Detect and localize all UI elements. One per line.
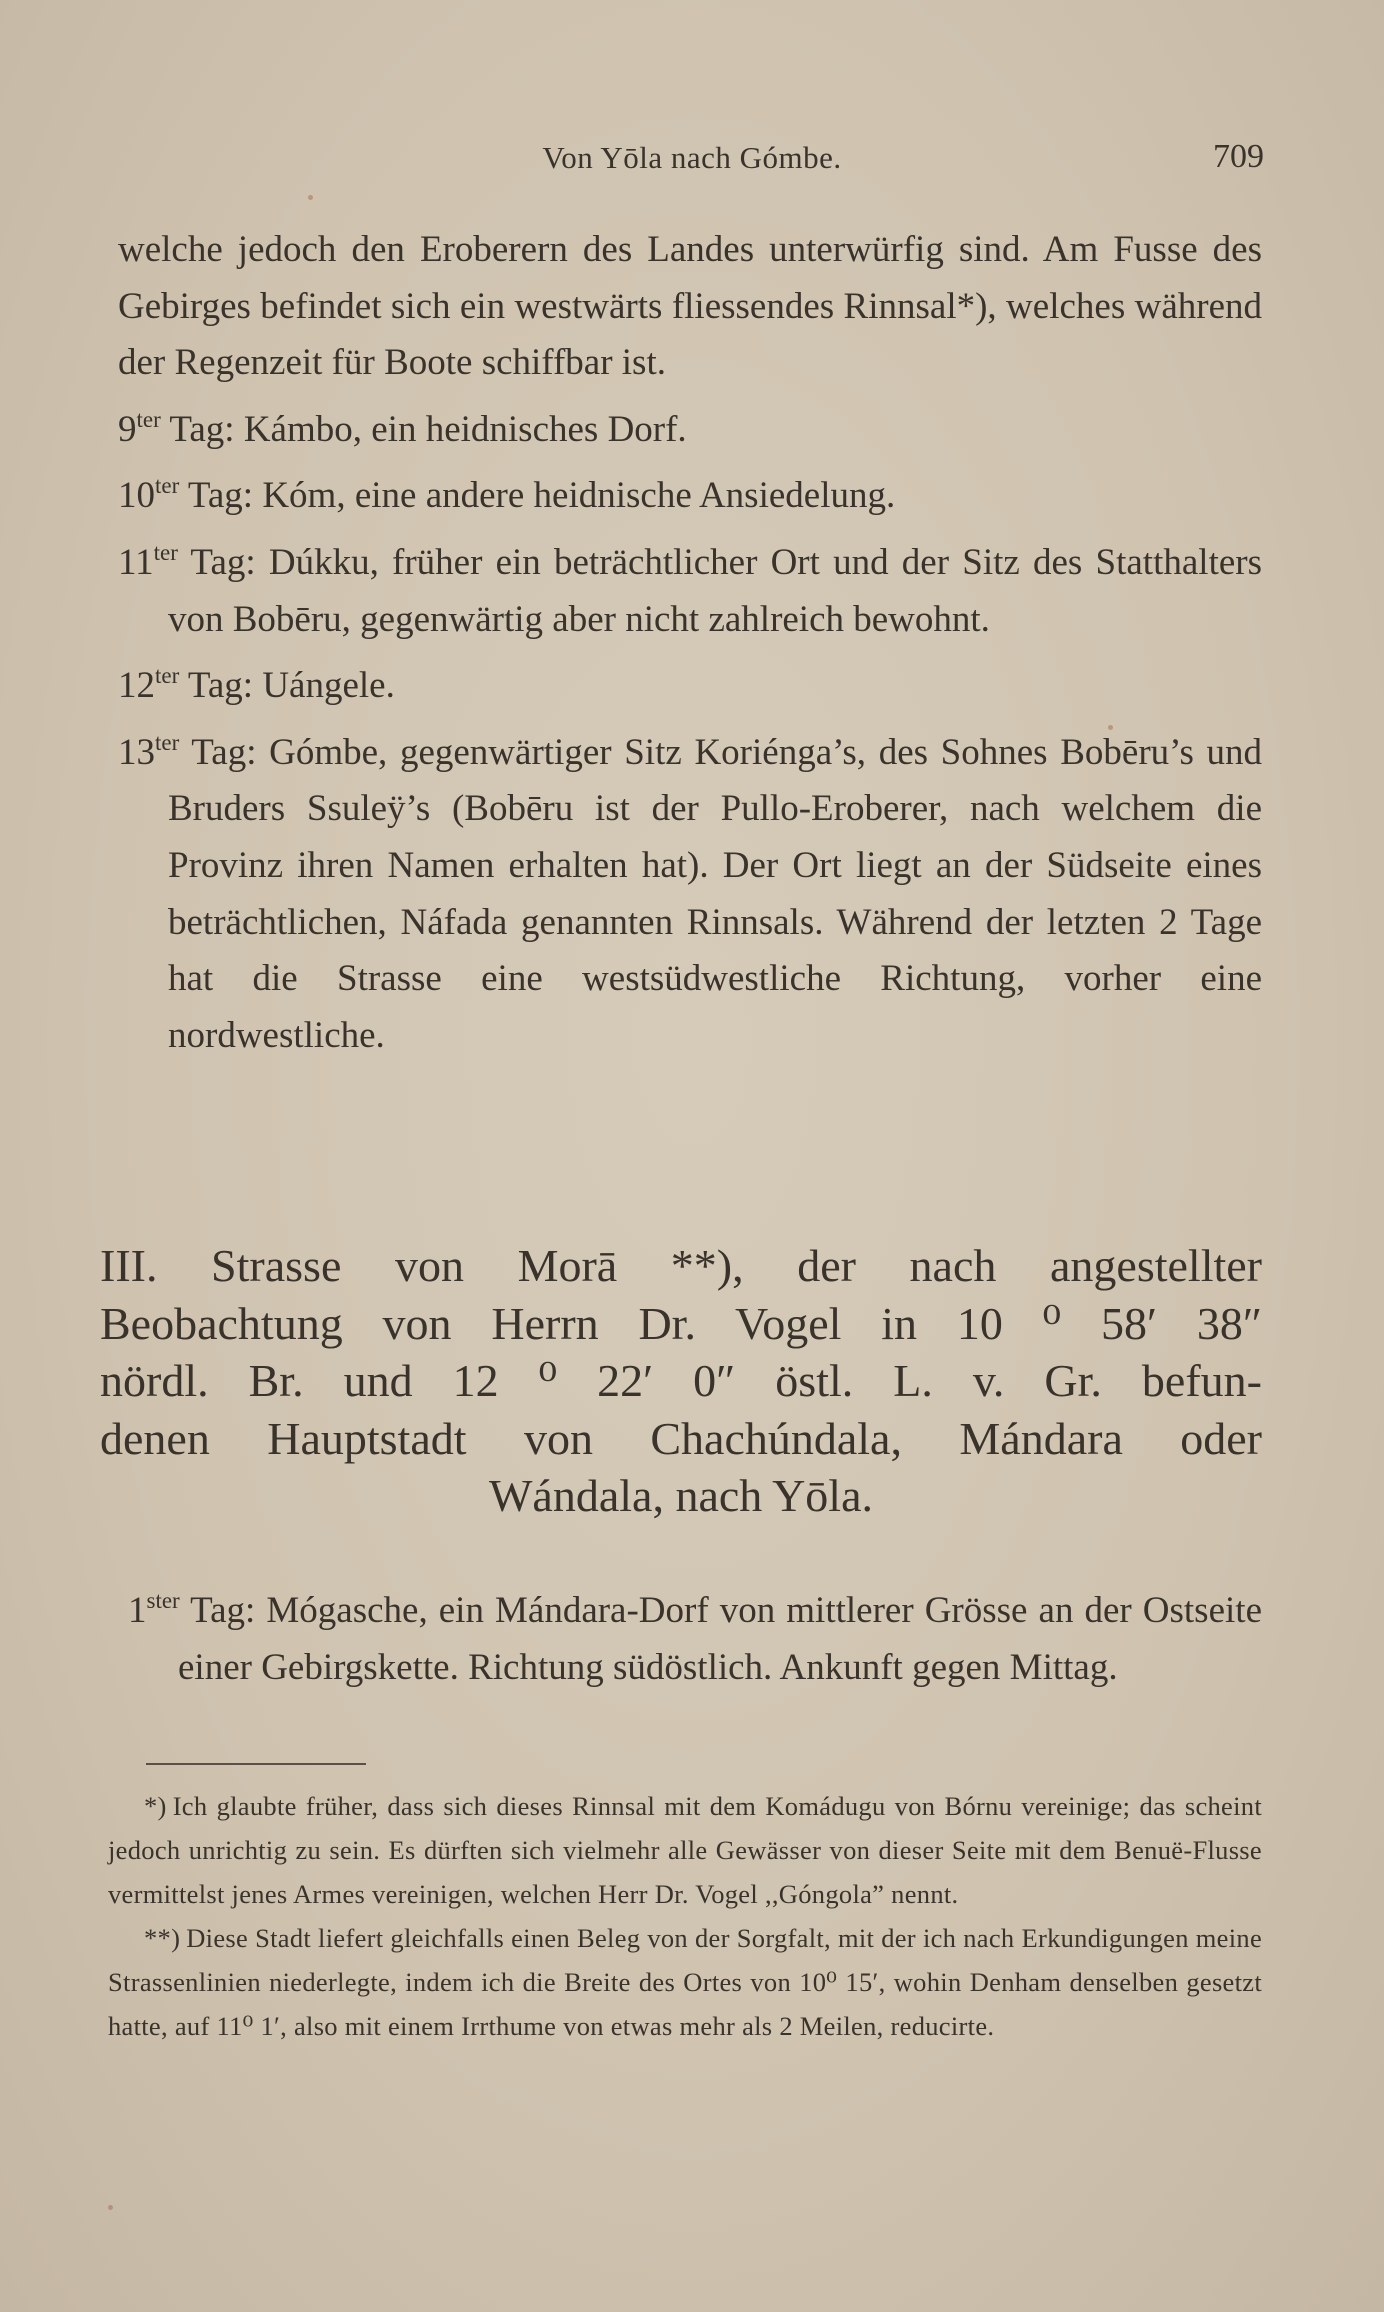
day-entry-9 [118,392,1262,459]
day-entry-text: Tag: Mógasche, ein Mándara-Dorf von mittlerer Grösse an der Ostseite einer Gebirgskette. Richtung südöstlich. Ankunft gegen Mittag. [178,1590,1262,1688]
day-number: 11 [118,541,154,583]
itinerary-text [118,222,1262,1064]
day-number: 9 [118,408,137,450]
footnote-1 [108,1784,1262,1916]
section-heading-line: Beobachtung von Herrn Dr. Vogel in 10 ⁰ 58′ 38″ [100,1297,1262,1349]
footnote-text: Ich glaubte früher, dass sich dieses Rinnsal mit dem Komádugu von Bórnu vereinige; das scheint jedoch unrichtig zu sein. Es dürften sich vielmehr alle Gewässer von dieser Seite mit dem Benuë-Flusse vermittelst jenes Armes vereinigen, welchen Herr Dr. Vogel ,,Góngola” nennt. [108,1791,1262,1909]
day-entry-13 [118,715,1262,1065]
ordinal-suffix: ter [155,473,180,499]
day-entry-12 [118,648,1262,715]
day-number: 1 [128,1590,147,1631]
day-number: 10 [118,475,155,517]
footnote-mark: *) [144,1791,167,1821]
paper-speck [308,195,313,200]
ordinal-suffix: ter [136,406,161,432]
day-entry-text: Tag: Gómbe, gegenwärtiger Sitz Koriénga’s, des Sohnes Bobēru’s und Bruders Ssuleÿ’s (Bobēru ist der Pullo-Eroberer, nach welchem die Provinz ihren Namen erhalten hat). Der Ort liegt an der Südseite eines beträchtlichen, Náfada genannten Rinnsals. Während der letzten 2 Tage hat die Strasse eine westsüdwestliche Richtung, vorher eine nordwestliche. [168,731,1262,1056]
day-entry-1 [128,1573,1262,1696]
footnotes [108,1784,1262,2048]
ordinal-suffix: ter [153,539,178,565]
section-heading [100,1237,1262,1525]
section-heading-line: Wándala, nach Yōla. [489,1470,873,1521]
footnote-divider [146,1763,366,1765]
section-heading-line: nördl. Br. und 12 ⁰ 22′ 0″ östl. L. v. Gr. befun- [100,1355,1262,1406]
footnote-mark: **) [144,1923,181,1953]
paper-speck [1108,725,1113,730]
page-number: 709 [1213,138,1264,175]
ordinal-suffix: ster [146,1588,180,1613]
section-heading-line: denen Hauptstadt von Chachúndala, Mándara oder [100,1412,1262,1464]
footnote-text: Diese Stadt liefert gleichfalls einen Beleg von der Sorgfalt, mit der ich nach Erkundigungen meine Strassenlinien niederlegte, indem ich die Breite des Ortes von 10⁰ 15′, wohin Denham denselben gesetzt hatte, auf 11⁰ 1′, also mit einem Irrthume von etwas mehr als 2 Meilen, reducirte. [108,1923,1262,2041]
day-entry-text: Tag: Kámbo, ein heidnisches Dorf. [160,408,687,450]
continuation-paragraph: welche jedoch den Eroberern des Landes unterwürfig sind. Am Fusse des Gebirges befindet sich ein westwärts fliessendes Rinnsal*), welches während der Regenzeit für Boote schiffbar ist. [118,229,1262,384]
day-entry-text: Tag: Kóm, eine andere heidnische Ansiedelung. [179,475,896,517]
day-entry-text: Tag: Uángele. [179,665,395,707]
running-title: Von Yōla nach Gómbe. [542,140,842,175]
day-entry-11 [118,525,1262,648]
ordinal-suffix: ter [155,663,180,689]
footnote-2 [108,1916,1262,2048]
day-entry-10 [118,458,1262,525]
page-header [0,140,1384,190]
day-number: 12 [118,665,155,707]
section-itinerary [128,1573,1262,1696]
day-entry-text: Tag: Dúkku, früher ein beträchtlicher Ort und der Sitz des Statthalters von Bobēru, gegenwärtig aber nicht zahlreich bewohnt. [168,541,1262,640]
section-heading-line: III. Strasse von Morā **), der nach angestellter [100,1240,1262,1291]
ordinal-suffix: ter [155,729,180,755]
day-number: 13 [118,731,155,773]
paper-speck [108,2205,113,2210]
